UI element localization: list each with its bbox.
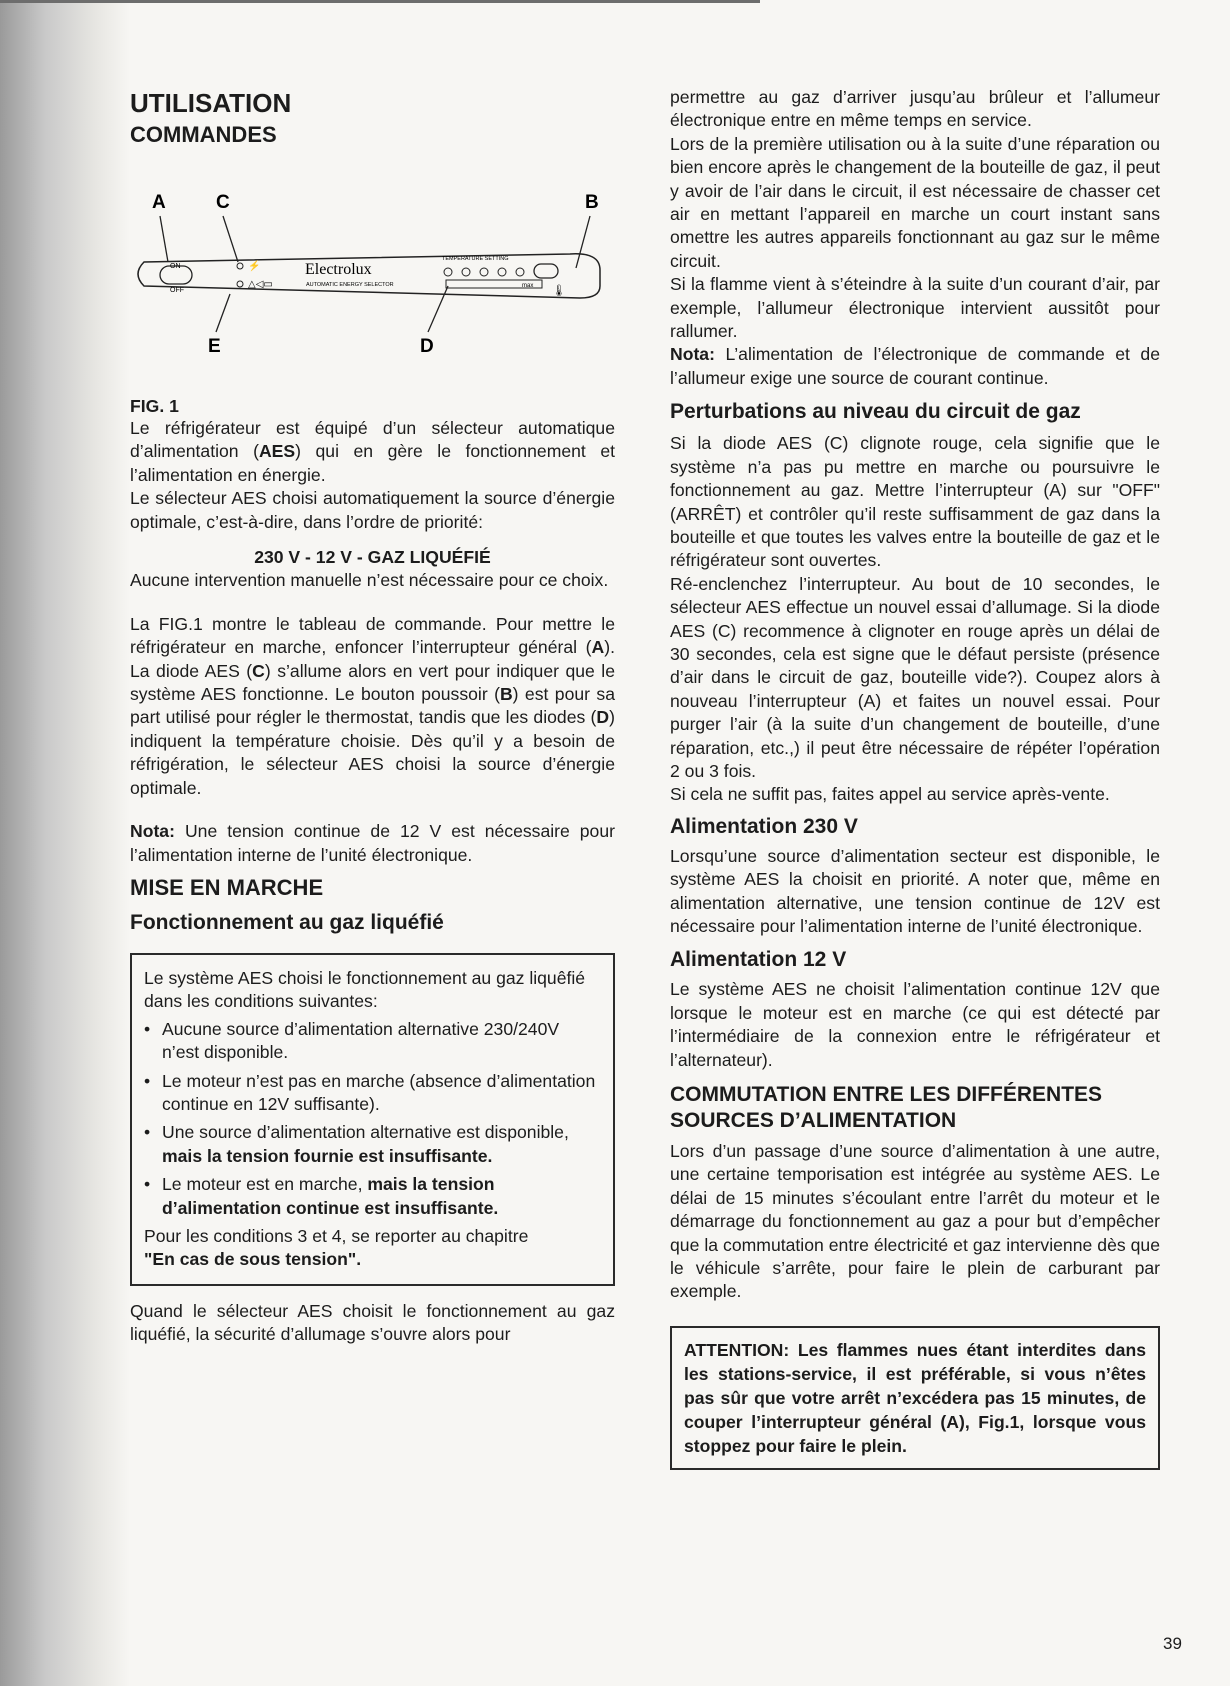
leader-e bbox=[216, 294, 230, 332]
paragraph-230: Lorsqu’une source d’alimentation secteur est disponible, le système AES la choisit en priorité. A noter que, même en alimentation alternative, une tension continue de 12V est nécessaire pour l’alimentation interne de l’unité électronique. bbox=[670, 845, 1160, 936]
binding-shadow bbox=[0, 0, 130, 1686]
paragraph-no-intervention: Aucune intervention manuelle n’est nécessaire pour ce choix. bbox=[130, 570, 609, 591]
attention-box bbox=[670, 1326, 1160, 1470]
control-panel-figure bbox=[130, 186, 615, 386]
list-item: • Le moteur est en marche, mais la tension d’alimentation continue est insuffisante. bbox=[144, 1174, 499, 1218]
page-title: UTILISATION bbox=[130, 88, 292, 118]
box-intro: Le système AES choisi le fonctionnement au gaz liquêfié dans les conditions suivantes: bbox=[144, 967, 586, 1012]
paragraph-end: Quand le sélecteur AES choisit le fonctionnement au gaz liquéfié, la sécurité d’allumage s’ouvre alors pour bbox=[130, 1300, 615, 1345]
attention-text: ATTENTION: Les flammes nues étant interdites dans les stations-service, il est préférable, si vous n’êtes pas sûr que votre arrêt n’excédera pas 15 minutes, de couper l’interrupteur général (A), Fig.1, lorsque vous stoppez pour faire le plein. bbox=[684, 1339, 1146, 1456]
led-e bbox=[237, 281, 243, 287]
list-item: • Une source d’alimentation alternative est disponible, mais la tension fournie est insuffisante. bbox=[144, 1122, 569, 1166]
paragraph-flame-out: Si la flamme vient à s’éteindre à la suite d’un courant d’air, par exemple, l’allumeur électronique intervient aussitôt pour rallumer. bbox=[670, 274, 1160, 342]
paragraph-perturbations-3: Si cela ne suffit pas, faites appel au service après-vente. bbox=[670, 784, 1110, 805]
list-item: • Aucune source d’alimentation alternative 230/240V n’est disponible. bbox=[144, 1018, 560, 1063]
heading-alimentation-230: Alimentation 230 V bbox=[670, 814, 858, 838]
paragraph-air-purge: Lors de la première utilisation ou à la suite d’une réparation ou bien encore après le changement de la bouteille de gaz, il peut y avoir de l’air dans le circuit, il est nécessaire de chasser cet air en mettant l’appareil en marche un court instant sans omettre les autres appareils fonctionnant au gaz sur le même circuit. bbox=[670, 133, 1160, 271]
heading-commutation: COMMUTATION ENTRE LES DIFFÉRENTES SOURCES D’ALIMENTATION bbox=[670, 1083, 1103, 1133]
heading-alimentation-12: Alimentation 12 V bbox=[670, 948, 847, 972]
paragraph-continued: permettre au gaz d’arriver jusqu’au brûleur et l’allumeur électronique entre en même temps en service. bbox=[670, 87, 1160, 131]
callout-a: A bbox=[152, 192, 166, 213]
thermostat-button-b bbox=[534, 264, 558, 278]
right-column bbox=[670, 86, 1160, 1470]
nota-paragraph-right: Nota: L’alimentation de l’électronique de commande et de l’allumeur exige une source de courant continue. bbox=[670, 344, 1160, 388]
figure-label: FIG. 1 bbox=[130, 396, 179, 416]
box-outro: Pour les conditions 3 et 4, se reporter au chapitre "En cas de sous tension". bbox=[144, 1225, 529, 1270]
left-column bbox=[130, 86, 615, 1347]
paragraph-fig1-description: La FIG.1 montre le tableau de commande. Pour mettre le réfrigérateur en marche, enfoncer l’interrupteur général (A). La diode AES (C) s’allume alors en vert pour indiquer que le système AES fonctionne. Le bouton poussoir (B) est pour sa part utilisé pour régler le thermostat, tandis que les diodes (D) indiquent la température choisie. Dès qu’il y a besoin de réfrigération, le sélecteur AES choisi la source d’énergie optimale. bbox=[130, 613, 615, 798]
leader-b bbox=[576, 216, 590, 268]
nota-paragraph: Nota: Une tension continue de 12 V est nécessaire pour l’alimentation interne de l’unité électronique. bbox=[130, 821, 615, 865]
subsection-gaz-liquefie: Fonctionnement au gaz liquéfié bbox=[130, 910, 444, 934]
list-item: • Le moteur n’est pas en marche (absence d’alimentation continue en 12V suffisante). bbox=[144, 1070, 596, 1114]
section-mise-en-marche: MISE EN MARCHE bbox=[130, 874, 324, 900]
paragraph-commutation: Lors d’un passage d’une source d’alimentation à une autre, une certaine temporisation est intégrée au système AES. Le délai de 15 minutes s’écoulant entre l’arrêt du moteur et le démarrage du fonctionnement au gaz a pour but d’empêcher que la commutation entre électricité et gaz intervienne dès que le véhicule s’arrête, pour faire le plein de carburant par exemple. bbox=[670, 1141, 1160, 1302]
leader-d bbox=[428, 286, 448, 332]
leader-c bbox=[223, 216, 238, 262]
control-panel-diagram bbox=[130, 186, 615, 386]
callout-d: D bbox=[420, 336, 434, 357]
callout-e: E bbox=[208, 336, 221, 357]
led-c bbox=[237, 263, 243, 269]
page-number: 39 bbox=[1163, 1634, 1182, 1653]
heading-perturbations: Perturbations au niveau du circuit de gaz bbox=[670, 400, 1081, 424]
conditions-list bbox=[144, 1018, 601, 1220]
temperature-leds-d bbox=[444, 268, 524, 276]
section-title-commandes: COMMANDES bbox=[130, 122, 277, 147]
temperature-setting-label: TEMPERATURE SETTING bbox=[442, 256, 509, 262]
brand-logo: Electrolux bbox=[305, 261, 372, 278]
paragraph-aes-choice: Le sélecteur AES choisi automatiquement la source d’énergie optimale, c’est-à-dire, dans l’ordre de priorité: bbox=[130, 488, 615, 532]
label-off: OFF bbox=[170, 287, 184, 294]
callout-c: C bbox=[216, 192, 230, 213]
max-label: max bbox=[522, 283, 534, 289]
leader-a bbox=[160, 216, 168, 262]
thermometer-icon: 🌡 bbox=[552, 284, 566, 297]
paragraph-12: Le système AES ne choisit l’alimentation continue 12V que lorsque le moteur est en marche (ce qui est détecté par l’intermédiaire de la connexion entre le réfrigérateur et l’alternateur). bbox=[670, 979, 1160, 1070]
paragraph-perturbations-2: Ré-enclenchez l’interrupteur. Au bout de 10 secondes, le sélecteur AES effectue un nouvel essai d’allumage. Si la diode AES (C) recommence à clignoter en rouge après un délai de 30 secondes, cela est signe que le défaut persiste (présence d’air dans le circuit de gaz, bouteille vide?). Coupez alors à nouveau l’interrupteur (A) et faites un nouvel essai. Pour purger l’air (à la suite d’un changement de bouteille, d’une réparation, etc.,) il peut être nécessaire de répéter l’opération 2 ou 3 fois. bbox=[670, 573, 1160, 781]
source-icons: ⚡ bbox=[248, 261, 261, 272]
conditions-box bbox=[130, 953, 615, 1286]
top-rule bbox=[0, 0, 760, 3]
callout-b: B bbox=[585, 192, 599, 213]
source-icons-2: △◁▭ bbox=[248, 279, 273, 290]
brand-subtitle: AUTOMATIC ENERGY SELECTOR bbox=[306, 282, 394, 288]
label-on: ON bbox=[170, 263, 181, 270]
paragraph-perturbations: Si la diode AES (C) clignote rouge, cela signifie que le système n’a pas pu mettre en marche ou poursuivre le fonctionnement au gaz. Mettre l’interrupteur (A) sur "OFF" (ARRÊT) et contrôler qu’il reste suffisamment de gaz dans la bouteille et que toutes les valves entre la bouteille de gaz et le réfrigérateur sont ouvertes. bbox=[670, 433, 1160, 571]
priority-line: 230 V - 12 V - GAZ LIQUÉFIÉ bbox=[254, 547, 491, 568]
paragraph-aes-intro: Le réfrigérateur est équipé d’un sélecteur automatique d’alimentation (AES) qui en gère le fonctionnement et l’alimentation en énergie. bbox=[130, 418, 615, 485]
